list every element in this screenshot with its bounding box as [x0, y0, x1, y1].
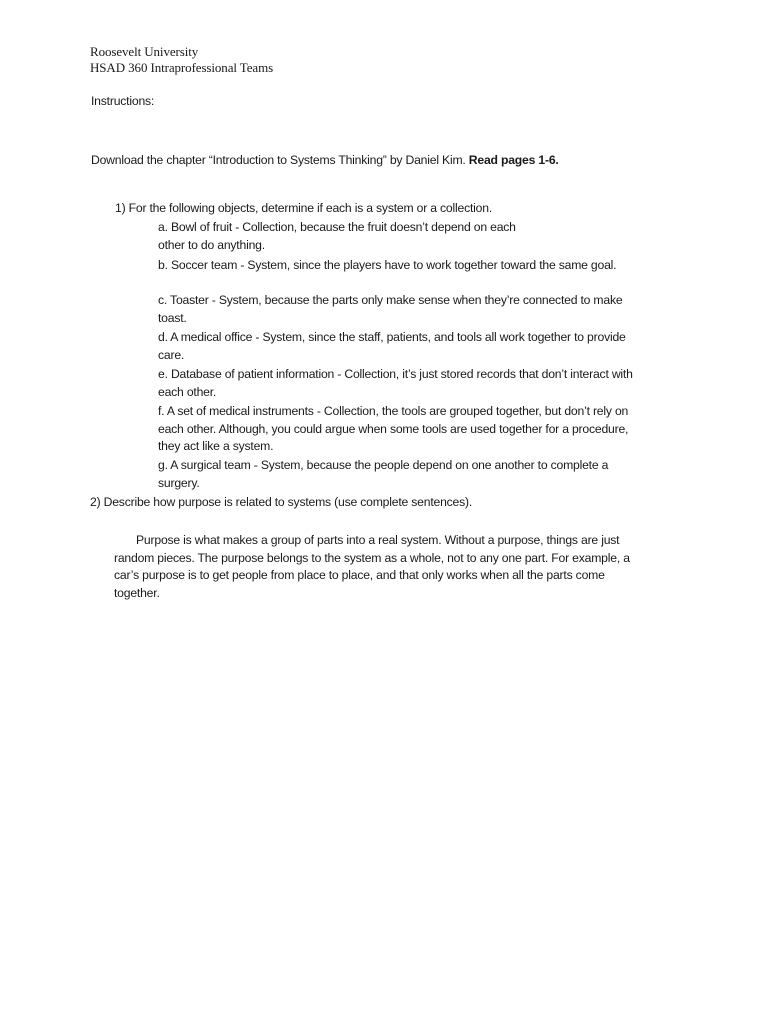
download-instruction	[91, 152, 711, 170]
answer-item-f: f. A set of medical instruments - Collection, the tools are grouped together, but don’t rely on each other. Although, you could argue when some tools are used together for a procedure, they act like a system.	[158, 404, 629, 453]
download-text: Download the chapter “Introduction to Systems Thinking” by Daniel Kim.	[91, 153, 469, 167]
answer-item-c: c. Toaster - System, because the parts only make sense when they’re connected to make toast.	[158, 293, 623, 325]
answer-item-a: a. Bowl of fruit - Collection, because the fruit doesn’t depend on each other to do anything.	[158, 220, 516, 252]
answer-item-g: g. A surgical team - System, because the people depend on one another to complete a surgery.	[158, 458, 609, 490]
answer-item-b: b. Soccer team - System, since the players have to work together toward the same goal.	[158, 258, 617, 272]
university-name: Roosevelt University	[90, 44, 199, 59]
read-pages-emphasis: Read pages 1-6.	[468, 153, 559, 167]
answer-item-e: e. Database of patient information - Collection, it’s just stored records that don’t interact with each other.	[158, 367, 633, 399]
question-1-prompt: 1) For the following objects, determine if each is a system or a collection.	[115, 201, 493, 215]
answer-item-d: d. A medical office - System, since the staff, patients, and tools all work together to provide care.	[158, 330, 626, 362]
question-2-prompt: 2) Describe how purpose is related to systems (use complete sentences).	[90, 495, 473, 509]
course-title: HSAD 360 Intraprofessional Teams	[90, 60, 274, 75]
question-2-answer-paragraph: Purpose is what makes a group of parts into a real system. Without a purpose, things are just random pieces. The purpose belongs to the system as a whole, not to any one part. For example, a car’s purpose is to get people from place to place, and that only works when all the parts come together.	[114, 533, 630, 600]
instructions-heading: Instructions:	[91, 94, 155, 108]
